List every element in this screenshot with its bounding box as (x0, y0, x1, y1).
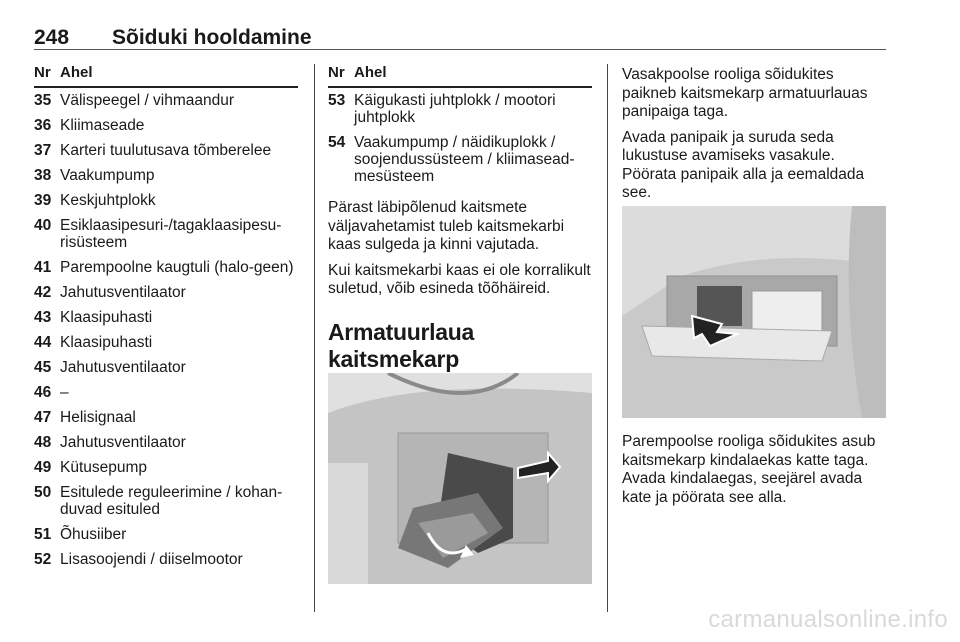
circuit-name: Esitulede reguleerimine / kohan-duvad esituled (60, 484, 283, 518)
circuit-name: Vaakumpump / näidikuplokk / soojendussüsteem / kliimasead-mesüsteem (354, 134, 575, 185)
paragraph: Parempoolse rooliga sõidukites asub kaitsmekarp kindalaekas katte taga. Avada kindalaegas, seejärel avada kate ja pöörata see alla. (622, 433, 876, 506)
fuse-number: 38 (34, 167, 52, 184)
circuit-name: Vaakumpump (60, 167, 155, 184)
page-number: 248 (34, 26, 70, 49)
column-header-ahel: Ahel (60, 64, 93, 81)
circuit-name: Kliimaseade (60, 117, 145, 134)
circuit-name: Välispeegel / vihmaandur (60, 92, 235, 109)
column-header-nr: Nr (328, 64, 345, 81)
circuit-name: Parempoolne kaugtuli (halo-geen) (60, 259, 294, 276)
circuit-name: Jahutusventilaator (60, 434, 186, 451)
column-right (622, 64, 886, 210)
column-header-ahel: Ahel (354, 64, 387, 81)
circuit-name: Kütusepump (60, 459, 148, 476)
circuit-name: Karteri tuulutusava tõmberelee (60, 142, 272, 159)
paragraph: Avada panipaik ja suruda seda lukustuse avamiseks vasakule. Pöörata panipaik alla ja eemaldada see. (622, 128, 865, 201)
page-title: Sõiduki hooldamine (112, 26, 312, 49)
circuit-name: – (60, 384, 69, 401)
fuse-number: 41 (34, 259, 52, 276)
fuse-number: 43 (34, 309, 52, 326)
watermark: carmanualsonline.info (708, 606, 948, 633)
fuse-number: 39 (34, 192, 52, 209)
circuit-name: Lisasoojendi / diiselmootor (60, 551, 243, 568)
table-row (34, 217, 298, 251)
fuse-number: 53 (328, 92, 346, 109)
table-header-rule (328, 86, 592, 88)
fuse-number: 49 (34, 459, 52, 476)
fuse-number: 50 (34, 484, 52, 501)
column-right-lower (622, 433, 886, 514)
circuit-name: Õhusiiber (60, 526, 127, 543)
circuit-name: Klaasipuhasti (60, 334, 153, 351)
fuse-number: 35 (34, 92, 52, 109)
circuit-name: Helisignaal (60, 409, 136, 426)
circuit-name: Jahutusventilaator (60, 284, 186, 301)
table-row (34, 309, 298, 326)
fuse-number: 48 (34, 434, 52, 451)
table-row (34, 259, 298, 276)
column-header-nr: Nr (34, 64, 51, 81)
table-row (34, 409, 298, 426)
paragraph: Kui kaitsmekarbi kaas ei ole korralikult suletud, võib esineda tõõhäireid. (328, 261, 591, 297)
table-header (328, 64, 592, 86)
table-row (34, 284, 298, 301)
table-header (34, 64, 298, 86)
circuit-name: Jahutusventilaator (60, 359, 186, 376)
circuit-name: Klaasipuhasti (60, 309, 153, 326)
fuse-number: 52 (34, 551, 52, 568)
column-divider (314, 64, 315, 612)
paragraph: Vasakpoolse rooliga sõidukites paikneb kaitsmekarp armatuurlauas panipaiga taga. (622, 66, 868, 120)
fuse-number: 45 (34, 359, 52, 376)
table-row (34, 551, 298, 568)
circuit-name: Keskjuhtplokk (60, 192, 156, 209)
table-row (34, 142, 298, 159)
paragraph: Pärast läbipõlenud kaitsmete väljavahetamist tuleb kaitsmekarbi kaas sulgeda ja kinni vajutada. (328, 199, 565, 253)
table-row (34, 526, 298, 543)
fuse-number: 40 (34, 217, 52, 234)
table-row (328, 92, 592, 126)
fuse-number: 46 (34, 384, 52, 401)
table-row (34, 92, 298, 109)
table-row (34, 359, 298, 376)
table-row (34, 192, 298, 209)
table-header-rule (34, 86, 298, 88)
column-divider (607, 64, 608, 612)
table-row (328, 134, 592, 185)
table-row (34, 117, 298, 134)
table-row (34, 434, 298, 451)
table-row (34, 459, 298, 476)
circuit-name: Esiklaasipesuri-/tagaklaasipesu-risüsteem (60, 217, 282, 251)
fuse-number: 37 (34, 142, 52, 159)
table-row (34, 384, 298, 401)
column-middle (328, 64, 592, 389)
fuse-number: 51 (34, 526, 52, 543)
fuse-number: 47 (34, 409, 52, 426)
fuse-number: 42 (34, 284, 52, 301)
fuse-number: 44 (34, 334, 52, 351)
table-row (34, 167, 298, 184)
circuit-name: Käigukasti juhtplokk / mootori juhtplokk (354, 92, 556, 126)
table-row (34, 484, 298, 518)
section-heading: Armatuurlaua kaitsmekarp (328, 318, 474, 372)
fuse-table-left (34, 64, 298, 576)
table-row (34, 334, 298, 351)
header-rule (34, 49, 886, 50)
glovebox-illustration-right (622, 206, 886, 418)
fuse-number: 36 (34, 117, 52, 134)
fuse-number: 54 (328, 134, 346, 151)
fusebox-illustration-left (328, 373, 592, 584)
